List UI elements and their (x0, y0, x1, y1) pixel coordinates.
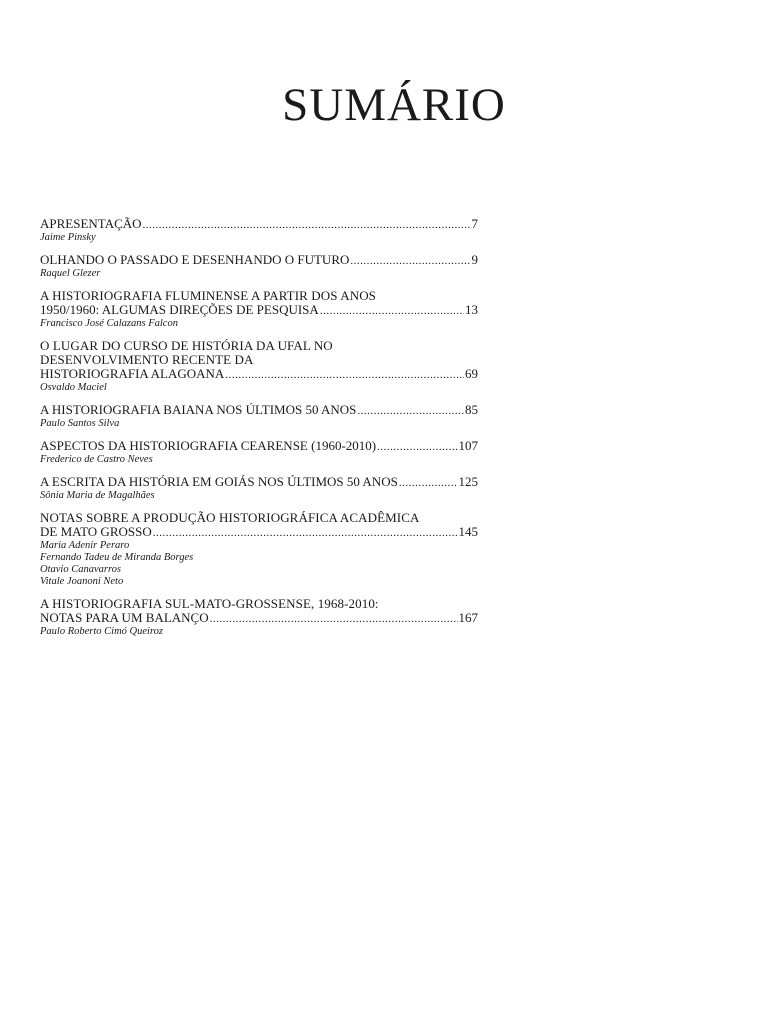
page-number: 107 (458, 438, 478, 453)
toc-entry (40, 511, 478, 588)
entry-title-last-line (40, 525, 478, 540)
entry-title-text: DE MATO GROSSO (40, 524, 152, 539)
entry-author: Vitale Joanoni Neto (40, 576, 124, 587)
toc-entry (40, 217, 478, 244)
dot-leader (377, 440, 457, 454)
page-number: 13 (465, 302, 478, 317)
dot-leader (320, 304, 464, 318)
toc-entry (40, 253, 478, 280)
entry-title-text: HISTORIOGRAFIA ALAGOANA (40, 366, 225, 381)
entry-title-text: APRESENTAÇÃO (40, 216, 142, 231)
table-of-contents (40, 217, 478, 647)
entry-author: Paulo Santos Silva (40, 418, 120, 429)
entry-author: Jaime Pinsky (40, 232, 96, 243)
entry-author: Francisco José Calazans Falcon (40, 318, 178, 329)
entry-title-last-line (40, 253, 478, 268)
dot-leader (357, 404, 464, 418)
entry-author: Fernando Tadeu de Miranda Borges (40, 552, 194, 563)
page-number: 69 (465, 366, 478, 381)
page-number: 145 (458, 524, 478, 539)
entry-title-line: NOTAS SOBRE A PRODUÇÃO HISTORIOGRÁFICA ACADÊMICA (40, 510, 420, 525)
entry-author: Sônia Maria de Magalhães (40, 490, 155, 501)
entry-title-last-line (40, 475, 478, 490)
entry-author: Frederico de Castro Neves (40, 454, 153, 465)
dot-leader (153, 526, 458, 540)
entry-title-last-line (40, 403, 478, 418)
entry-title-text: 1950/1960: ALGUMAS DIREÇÕES DE PESQUISA (40, 302, 319, 317)
toc-entry (40, 597, 478, 638)
entry-author: Raquel Glezer (40, 268, 101, 279)
dot-leader (210, 612, 458, 626)
entry-title-text: A ESCRITA DA HISTÓRIA EM GOIÁS NOS ÚLTIMOS 50 ANOS (40, 474, 398, 489)
entry-title-text: ASPECTOS DA HISTORIOGRAFIA CEARENSE (1960-2010) (40, 438, 377, 453)
entry-author: Otavio Canavarros (40, 564, 121, 575)
entry-title-last-line (40, 439, 478, 454)
dot-leader (143, 218, 471, 232)
page-title: SUMÁRIO (282, 79, 506, 131)
entry-title-line: O LUGAR DO CURSO DE HISTÓRIA DA UFAL NO (40, 338, 333, 353)
entry-title-last-line (40, 303, 478, 318)
entry-author: Paulo Roberto Cimó Queiroz (40, 626, 163, 637)
page-number: 167 (458, 610, 478, 625)
entry-author: Maria Adenir Peraro (40, 540, 130, 551)
entry-title-text: A HISTORIOGRAFIA BAIANA NOS ÚLTIMOS 50 ANOS (40, 402, 357, 417)
entry-title-text: NOTAS PARA UM BALANÇO (40, 610, 209, 625)
dot-leader (399, 476, 458, 490)
entry-title-line: A HISTORIOGRAFIA FLUMINENSE A PARTIR DOS ANOS (40, 288, 377, 303)
toc-entry (40, 439, 478, 466)
entry-title-last-line (40, 217, 478, 232)
toc-entry (40, 339, 478, 394)
entry-title-last-line (40, 367, 478, 382)
entry-author: Osvaldo Maciel (40, 382, 107, 393)
page-number: 9 (471, 252, 478, 267)
entry-title-line: A HISTORIOGRAFIA SUL-MATO-GROSSENSE, 1968-2010: (40, 596, 379, 611)
dot-leader (225, 368, 464, 382)
toc-entry (40, 403, 478, 430)
page-number: 125 (458, 474, 478, 489)
page-number: 7 (471, 216, 478, 231)
dot-leader (350, 254, 470, 268)
entry-title-text: OLHANDO O PASSADO E DESENHANDO O FUTURO (40, 252, 350, 267)
entry-title-last-line (40, 611, 478, 626)
page-number: 85 (465, 402, 478, 417)
entry-title-line: DESENVOLVIMENTO RECENTE DA (40, 352, 254, 367)
toc-entry (40, 289, 478, 330)
toc-entry (40, 475, 478, 502)
